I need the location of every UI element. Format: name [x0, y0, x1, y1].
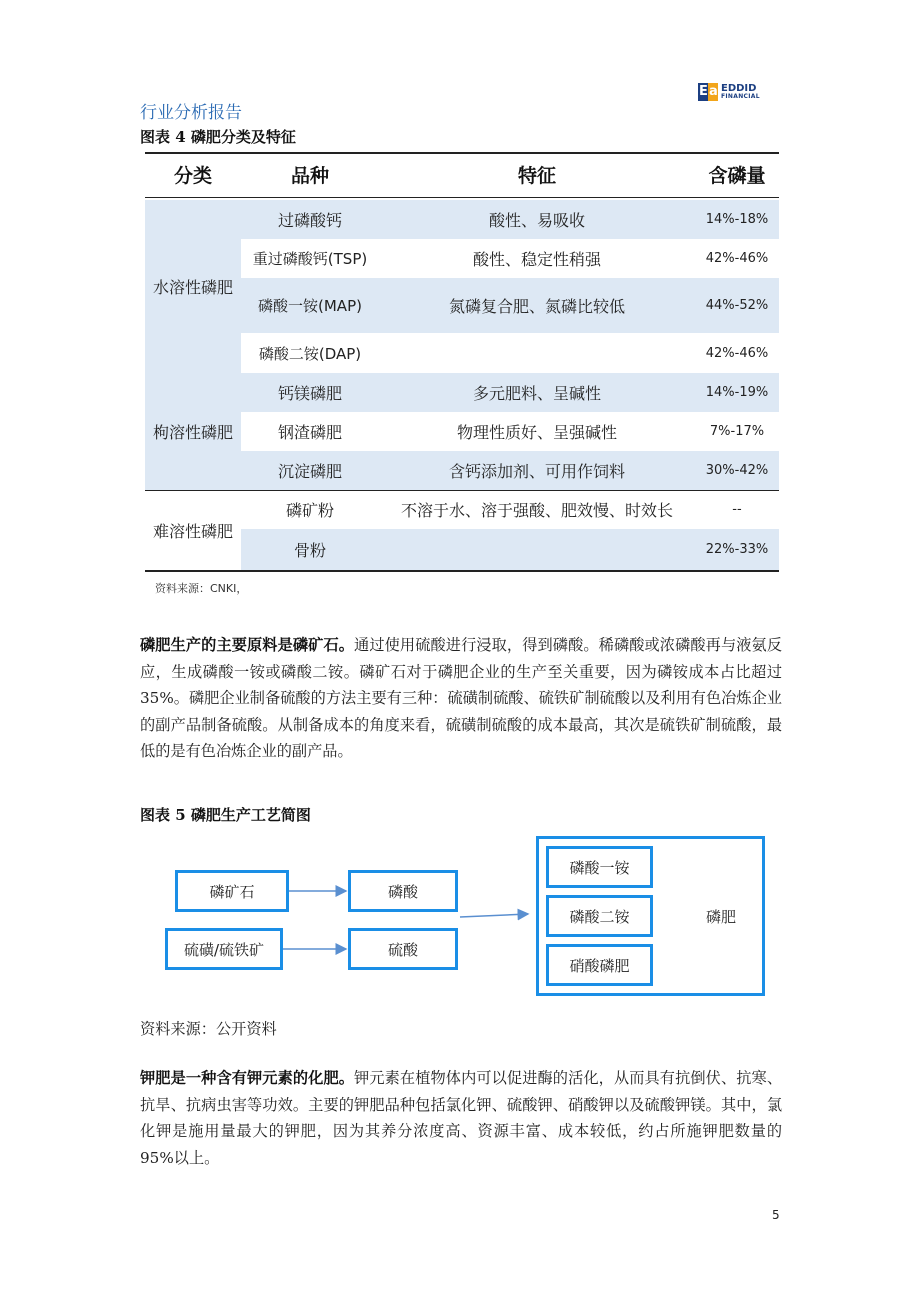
- table-row: [145, 451, 779, 490]
- paragraph-phosphate-production: [140, 632, 782, 765]
- process-flowchart: [160, 832, 780, 1002]
- table-row: [145, 412, 779, 451]
- table-row: [145, 278, 779, 333]
- arrow-to-fertilizers: [460, 914, 528, 917]
- company-logo: [698, 82, 760, 102]
- cell-feature: 酸性、易吸收: [488, 211, 585, 230]
- cell-feature: 不溶于水、溶于强酸、肥效慢、时效长: [400, 501, 673, 520]
- table-row: [145, 333, 779, 373]
- flow-input-sulfur-pyrite: 硫磺/硫铁矿: [165, 928, 283, 970]
- cell-variety: 重过磷酸钙(TSP): [252, 250, 368, 268]
- page-number: 5: [772, 1208, 780, 1222]
- cell-phosphorus: 42%-46%: [705, 251, 769, 266]
- cell-phosphorus: 42%-46%: [705, 345, 769, 361]
- report-header-title: 行业分析报告: [140, 103, 242, 123]
- flow-product-nitrophosphate: 硝酸磷肥: [546, 944, 653, 986]
- paragraph2-body: 钾元素在植物体内可以促进酶的活化，从而具有抗倒伏、抗寒、抗旱、抗病虫害等功效。主要的钾肥品种包括氯化钾、硫酸钾、硝酸钾以及硫酸钾镁。其中，氯化钾是施用量最大的钾肥，因为其养分浓度高、资源丰富、成本较低，约占所施钾肥数量的 95%以上。: [140, 1069, 783, 1167]
- header-feature: 特征: [517, 165, 556, 187]
- group-category-insoluble: 难溶性磷肥: [152, 521, 233, 541]
- table-row: [145, 200, 779, 239]
- logo-mark-icon: [698, 83, 718, 101]
- flow-input-phosphate-rock: 磷矿石: [175, 870, 289, 912]
- table-row: [145, 373, 779, 412]
- figure4-title: 图表 4 磷肥分类及特征: [140, 128, 296, 146]
- cell-variety: 沉淀磷肥: [277, 462, 342, 481]
- header-phosphorus: 含磷量: [708, 165, 766, 187]
- flow-product-map: 磷酸一铵: [546, 846, 653, 888]
- cell-feature: 氮磷复合肥、氮磷比较低: [448, 297, 625, 316]
- header-variety: 品种: [290, 165, 329, 187]
- flow-group-label: 磷肥: [705, 907, 736, 926]
- cell-phosphorus: 7%-17%: [709, 424, 765, 439]
- table-header-row: [145, 152, 779, 198]
- table-row: [145, 239, 779, 278]
- flow-sulfuric-acid: 硫酸: [348, 928, 458, 970]
- cell-feature: 多元肥料、呈碱性: [472, 384, 601, 403]
- logo-mark-left: E: [699, 84, 708, 99]
- figure5-title: 图表 5 磷肥生产工艺简图: [140, 806, 311, 824]
- flow-phosphoric-acid: 磷酸: [348, 870, 458, 912]
- cell-variety: 磷酸一铵(MAP): [258, 297, 362, 315]
- cell-variety: 过磷酸钙: [277, 211, 342, 230]
- paragraph-potash: [140, 1065, 782, 1171]
- logo-sub-text: FINANCIAL: [721, 93, 760, 100]
- table-bottom-rule: [145, 570, 779, 572]
- table-row: [145, 490, 779, 529]
- cell-variety: 磷酸二铵(DAP): [258, 344, 362, 363]
- logo-mark-right: a: [709, 84, 718, 99]
- figure4-source: 资料来源：CNKI，: [155, 582, 248, 595]
- cell-variety: 磷矿粉: [285, 501, 334, 520]
- paragraph2-lead: 钾肥是一种含有钾元素的化肥。: [140, 1069, 355, 1087]
- figure5-source: 资料来源：公开资料: [140, 1020, 277, 1038]
- cell-variety: 钙镁磷肥: [277, 384, 342, 403]
- cell-phosphorus: 30%-42%: [705, 463, 769, 478]
- cell-phosphorus: 14%-18%: [705, 212, 769, 227]
- paragraph1-body: 通过使用硫酸进行浸取，得到磷酸。稀磷酸或浓磷酸再与液氨反应，生成磷酸一铵或磷酸二铵。磷矿石对于磷肥企业的生产至关重要，因为磷铵成本占比超过 35%。磷肥企业制备硫酸的方法主要有三种：硫磺制硫酸、硫铁矿制硫酸以及利用有色冶炼企业的副产品制备硫酸。从制备成本的角度来看，硫磺制硫酸的成本最高，其次是硫铁矿制硫酸，最低的是有色冶炼企业的副产品。: [140, 636, 783, 760]
- cell-variety: 骨粉: [293, 541, 326, 560]
- cell-phosphorus: 14%-19%: [705, 385, 769, 400]
- cell-feature: 酸性、稳定性稍强: [472, 250, 601, 269]
- table-row: [145, 529, 779, 570]
- cell-feature: [379, 529, 695, 570]
- flow-product-dap: 磷酸二铵: [546, 895, 653, 937]
- paragraph1-lead: 磷肥生产的主要原料是磷矿石。: [140, 636, 355, 654]
- cell-feature: 含钙添加剂、可用作饲料: [448, 462, 625, 481]
- group-category-water-soluble: 水溶性磷肥: [152, 278, 233, 297]
- group-category-citrate-soluble: 枸溶性磷肥: [152, 423, 233, 442]
- cell-phosphorus: --: [732, 502, 742, 517]
- cell-variety: 钢渣磷肥: [277, 423, 342, 442]
- cell-phosphorus: 44%-52%: [705, 298, 769, 313]
- cell-phosphorus: 22%-33%: [705, 542, 769, 557]
- cell-feature: [379, 333, 695, 373]
- cell-feature: 物理性质好、呈强碱性: [456, 423, 617, 442]
- logo-main-text: EDDID: [721, 83, 757, 94]
- header-category: 分类: [173, 165, 212, 187]
